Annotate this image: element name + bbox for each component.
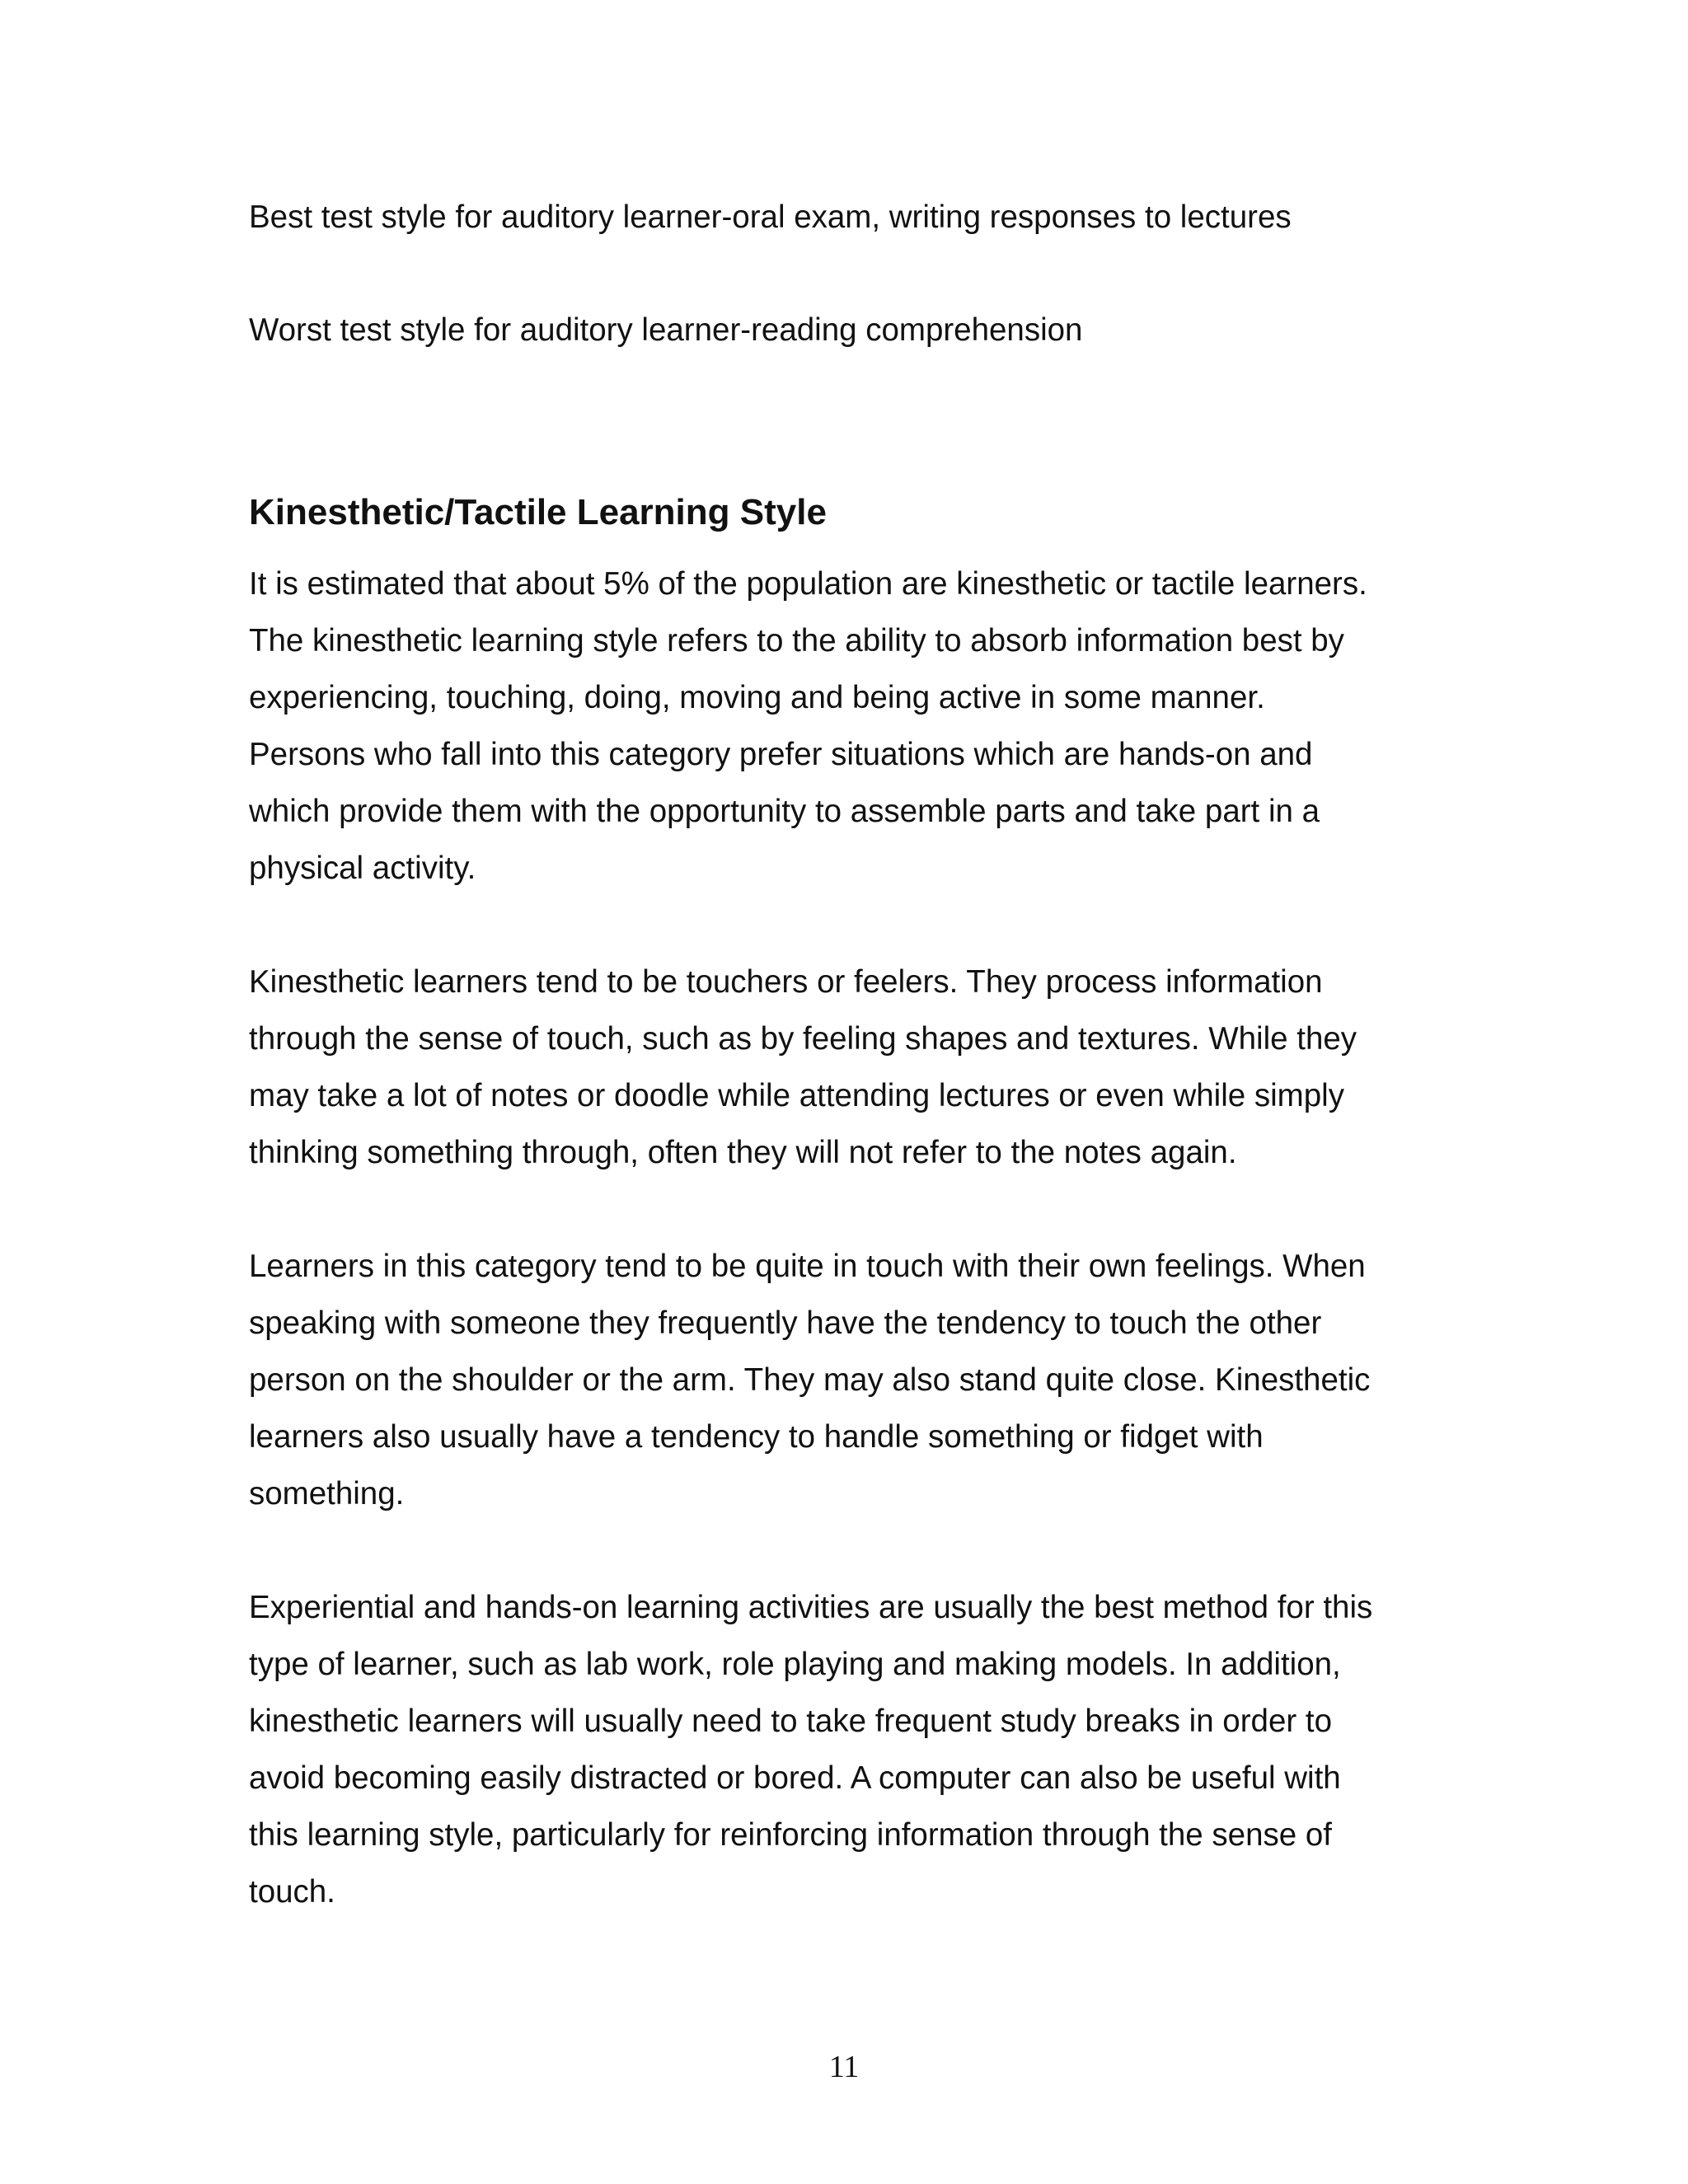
page-number: 11 xyxy=(828,2050,860,2084)
best-test-line: Best test style for auditory learner-oral exam, writing responses to lectures xyxy=(249,199,1292,235)
paragraph-line: which provide them with the opportunity to assemble parts and take part in a xyxy=(249,794,1320,829)
section-heading: Kinesthetic/Tactile Learning Style xyxy=(249,492,827,532)
paragraph-line: kinesthetic learners will usually need to take frequent study breaks in order to xyxy=(249,1704,1332,1739)
paragraph-line: speaking with someone they frequently have the tendency to touch the other xyxy=(249,1305,1322,1341)
paragraph-line: physical activity. xyxy=(249,851,476,886)
paragraph-line: The kinesthetic learning style refers to the ability to absorb information best by xyxy=(249,623,1344,658)
paragraph-line: through the sense of touch, such as by feeling shapes and textures. While they xyxy=(249,1021,1357,1057)
paragraph-line: person on the shoulder or the arm. They may also stand quite close. Kinesthetic xyxy=(249,1362,1371,1398)
paragraph-line: this learning style, particularly for reinforcing information through the sense of xyxy=(249,1817,1332,1853)
paragraph-line: thinking something through, often they will not refer to the notes again. xyxy=(249,1135,1237,1170)
paragraph-line: Learners in this category tend to be quite in touch with their own feelings. When xyxy=(249,1249,1366,1284)
paragraph-line: Experiential and hands-on learning activities are usually the best method for this xyxy=(249,1590,1373,1625)
paragraph-line: type of learner, such as lab work, role playing and making models. In addition, xyxy=(249,1647,1341,1682)
paragraph-line: touch. xyxy=(249,1874,335,1910)
paragraph-line: learners also usually have a tendency to handle something or fidget with xyxy=(249,1419,1264,1455)
paragraph-line: It is estimated that about 5% of the population are kinesthetic or tactile learners. xyxy=(249,566,1367,602)
paragraph-line: may take a lot of notes or doodle while attending lectures or even while simply xyxy=(249,1078,1344,1113)
paragraph-line: something. xyxy=(249,1476,405,1511)
paragraph-line: avoid becoming easily distracted or bored. A computer can also be useful with xyxy=(249,1760,1341,1796)
paragraph-line: Kinesthetic learners tend to be touchers or feelers. They process information xyxy=(249,964,1323,1000)
paragraph-line: Persons who fall into this category prefer situations which are hands-on and xyxy=(249,737,1313,772)
worst-test-line: Worst test style for auditory learner-reading comprehension xyxy=(249,312,1083,348)
paragraph-line: experiencing, touching, doing, moving and being active in some manner. xyxy=(249,680,1265,715)
